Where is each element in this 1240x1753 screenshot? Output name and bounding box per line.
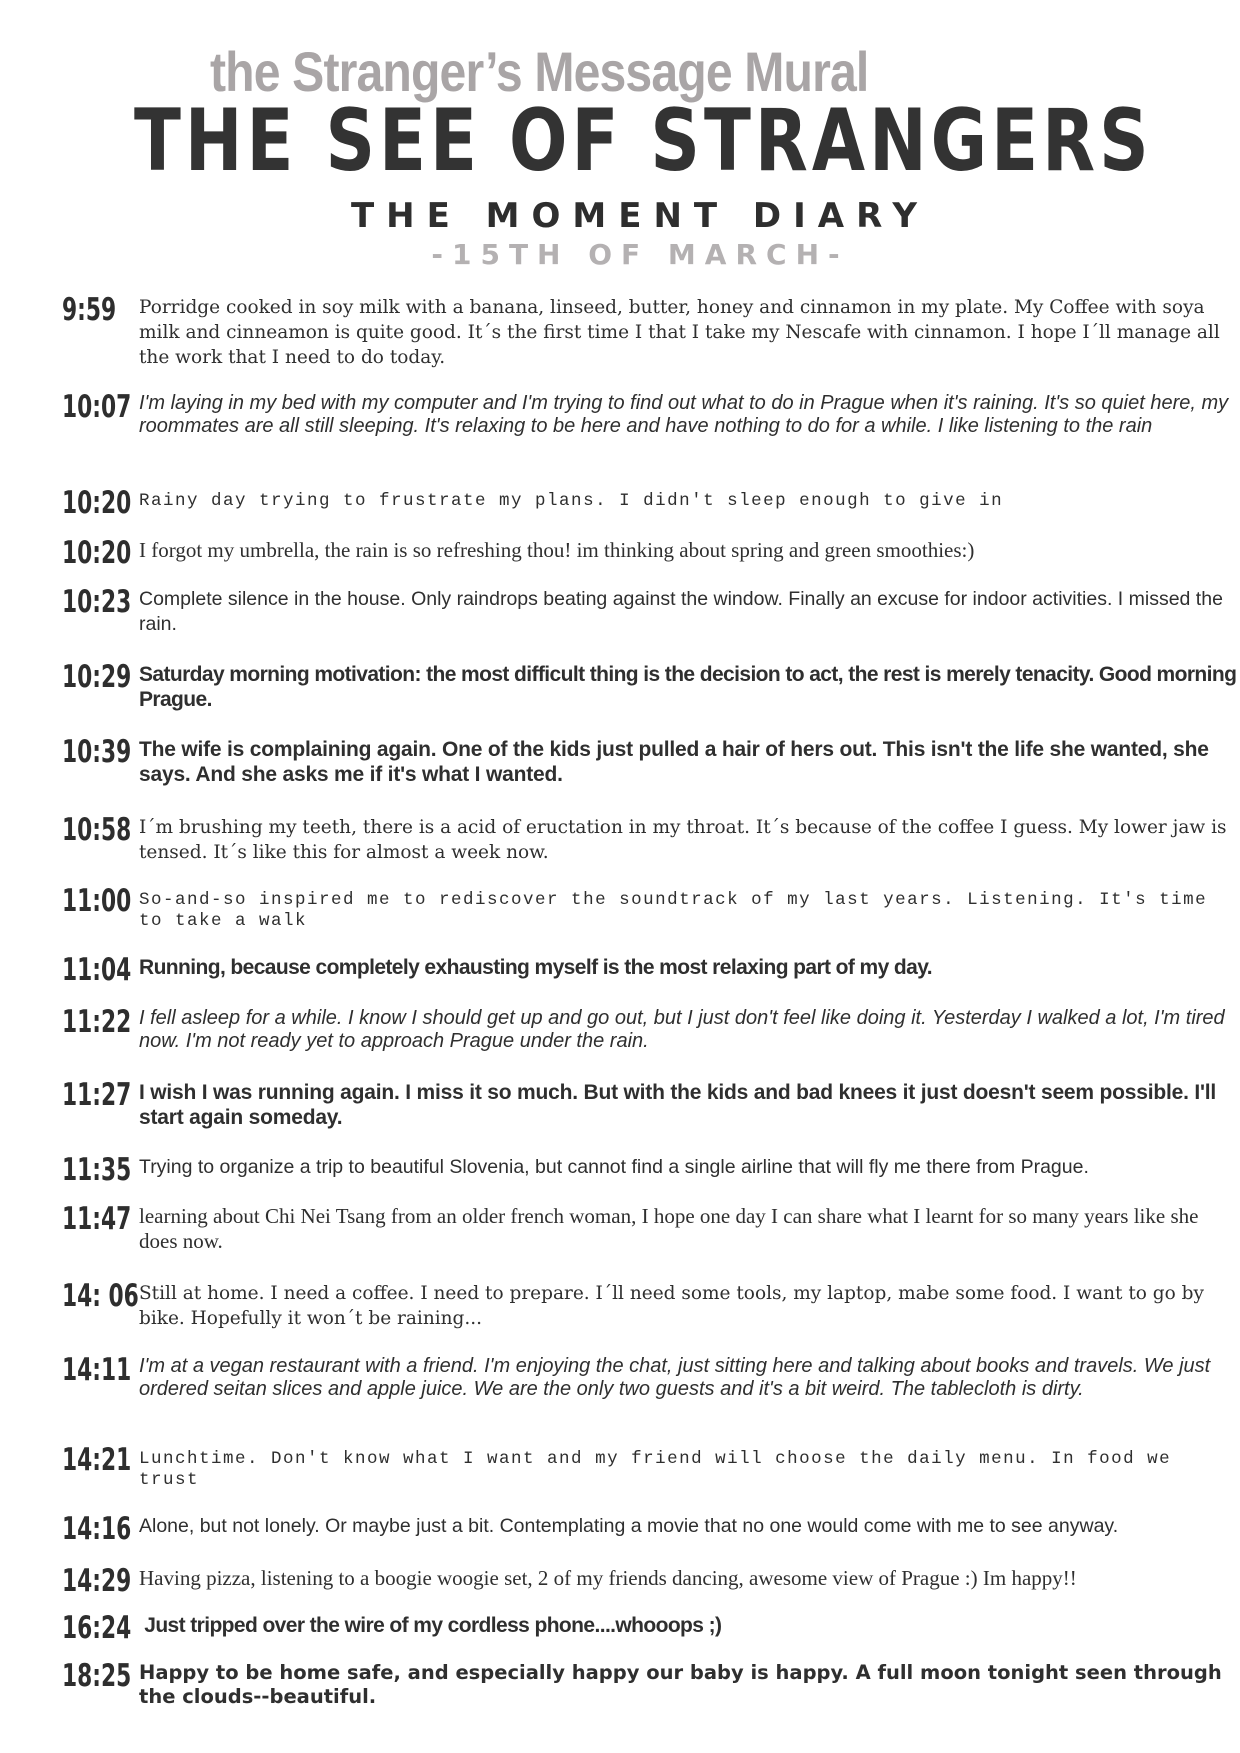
entry-text: The wife is complaining again. One of the kids just pulled a hair of hers out. This isn't the life she wanted, she says. And she asks me if it's what I wanted. [139, 738, 1209, 786]
entry-time: 11:22 [62, 1004, 132, 1040]
entry-text: learning about Chi Nei Tsang from an older french woman, I hope one day I can share what I learnt for so many years like she does now. [139, 1204, 1199, 1253]
entry-text: Trying to organize a trip to beautiful Slovenia, but cannot find a single airline that will fly me there from Prague. [139, 1156, 1089, 1178]
entry-time: 14:11 [62, 1352, 132, 1388]
diary-subtitle: THE MOMENT DIARY [350, 196, 930, 236]
entry-text: Rainy day trying to frustrate my plans. I didn't sleep enough to give in [139, 491, 1004, 511]
entry-time: 11:00 [62, 883, 132, 919]
mural-title: the Stranger’s Message Mural [210, 40, 869, 103]
entry-time: 16:24 [62, 1610, 132, 1646]
entry-time: 18:25 [62, 1658, 132, 1694]
entry-text: I'm at a vegan restaurant with a friend. I'm enjoying the chat, just sitting here and talking about books and travels. We just ordered seitan slices and apple juice. We are the only two guests and it's a bit weird. The tablecloth is dirty. [139, 1355, 1211, 1400]
entry-text: I'm laying in my bed with my computer and I'm trying to find out what to do in Prague when it's raining. It's so quiet here, my roommates are all still sleeping. It's relaxing to be here and have nothing to do for a while. I like listening to the rain [139, 392, 1229, 437]
entry-text: Complete silence in the house. Only raindrops beating against the window. Finally an excuse for indoor activities. I missed the rain. [139, 588, 1223, 635]
entry-time: 11:35 [62, 1152, 132, 1188]
entry-text: Having pizza, listening to a boogie woogie set, 2 of my friends dancing, awesome view of Prague :) Im happy!! [139, 1566, 1077, 1590]
entry-text: Running, because completely exhausting myself is the most relaxing part of my day. [139, 956, 932, 979]
diary-date: -15TH OF MARCH- [431, 238, 849, 271]
entry-text: I´m brushing my teeth, there is a acid of eructation in my throat. It´s because of the coffee I guess. My lower jaw is tensed. It´s like this for almost a week now. [139, 817, 1227, 863]
entry-text: Just tripped over the wire of my cordless phone....whooops ;) [139, 1614, 722, 1637]
entry-text: Happy to be home safe, and especially happy our baby is happy. A full moon tonight seen through the clouds--beautiful. [139, 1661, 1222, 1708]
entry-time: 14:21 [62, 1442, 132, 1478]
entry-time: 10:39 [62, 734, 132, 770]
entry-time: 14:29 [62, 1563, 132, 1599]
entry-text: Porridge cooked in soy milk with a banana, linseed, butter, honey and cinnamon in my plate. My Coffee with soya milk and cinneamon is quite good. It´s the first time I that I take my Nescafe with cinnamon. I hope I´ll manage all the work that I need to do today. [139, 297, 1220, 368]
entry-time: 10:07 [62, 389, 132, 425]
entry-time: 10:20 [62, 485, 132, 521]
entry-time: 9:59 [62, 292, 117, 328]
entry-time: 10:29 [62, 659, 132, 695]
entry-text: I forgot my umbrella, the rain is so refreshing thou! im thinking about spring and green smoothies:) [139, 538, 975, 562]
entry-time: 11:04 [62, 952, 132, 988]
entry-time: 14: 06 [62, 1278, 139, 1314]
entry-time: 10:20 [62, 535, 132, 571]
entry-time: 10:23 [62, 584, 132, 620]
entry-text: Alone, but not lonely. Or maybe just a bit. Contemplating a movie that no one would come with me to see anyway. [139, 1515, 1119, 1537]
entry-text: Still at home. I need a coffee. I need to prepare. I´ll need some tools, my laptop, mabe some food. I want to go by bike. Hopefully it won´t be raining... [139, 1283, 1204, 1329]
entry-text: Saturday morning motivation: the most difficult thing is the decision to act, the rest is merely tenacity. Good morning Prague. [139, 663, 1237, 711]
entry-time: 11:27 [62, 1077, 132, 1113]
entry-time: 11:47 [62, 1201, 132, 1237]
entry-text: So-and-so inspired me to rediscover the soundtrack of my last years. Listening. It's time to take a walk [139, 890, 1208, 931]
entry-time: 10:58 [62, 812, 132, 848]
entry-text: I fell asleep for a while. I know I should get up and go out, but I just don't feel like doing it. Yesterday I walked a lot, I'm tired now. I'm not ready yet to approach Prague under the rain. [139, 1007, 1225, 1052]
entry-text: I wish I was running again. I miss it so much. But with the kids and bad knees it just doesn't seem possible. I'll start again someday. [139, 1081, 1217, 1129]
entry-time: 14:16 [62, 1511, 132, 1547]
entry-text: Lunchtime. Don't know what I want and my friend will choose the daily menu. In food we trust [139, 1449, 1172, 1490]
page-title: THE SEE OF STRANGERS [134, 91, 1153, 191]
